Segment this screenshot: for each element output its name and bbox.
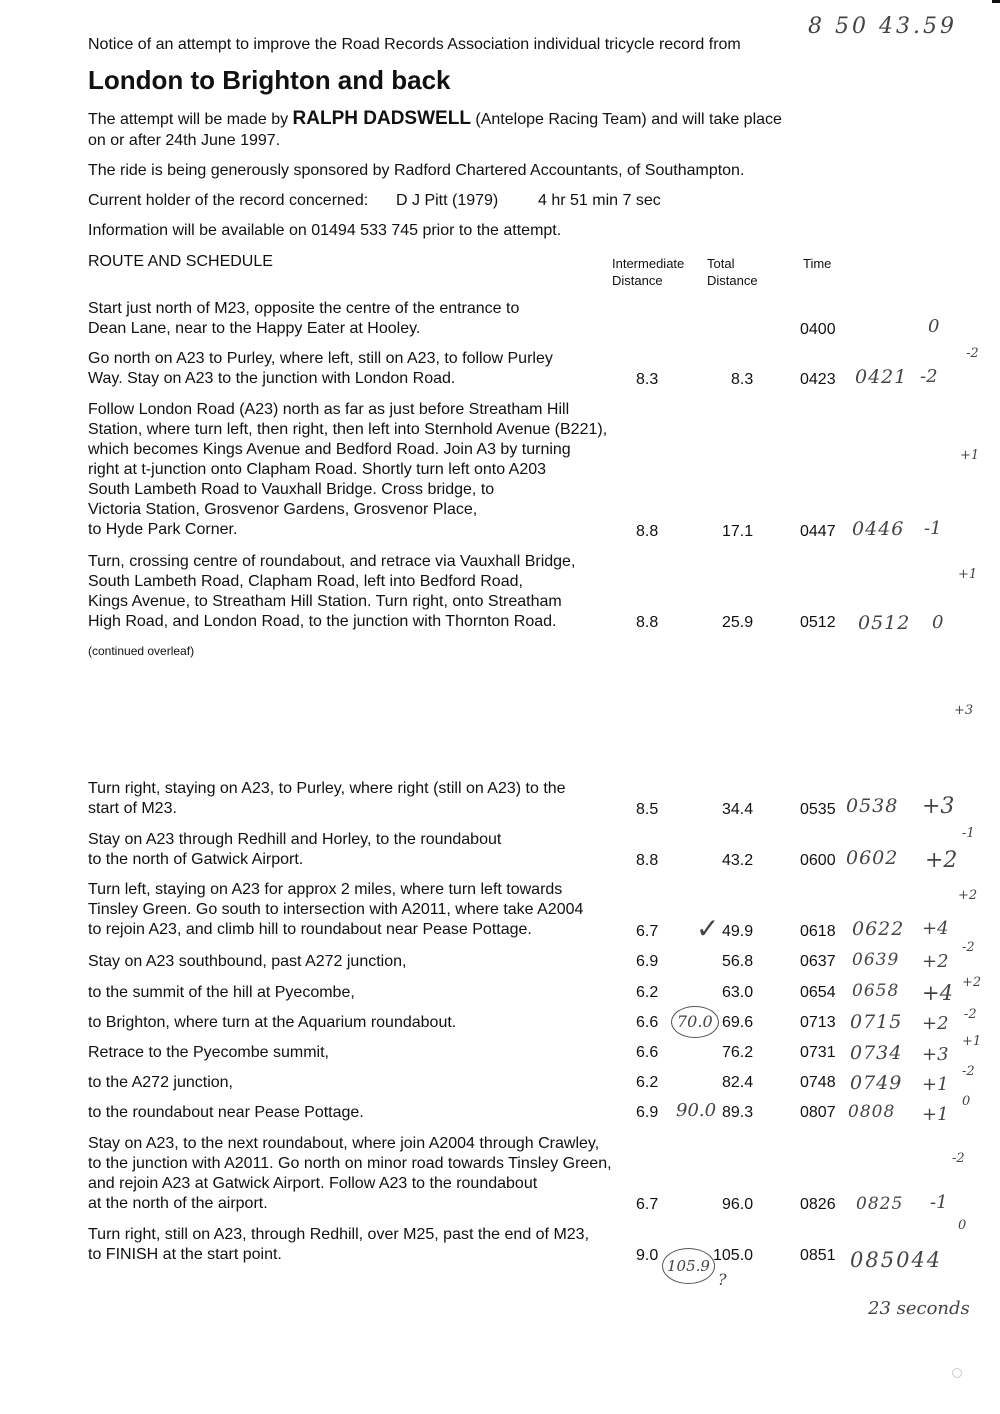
total-distance: 56.8 (722, 953, 754, 970)
handwritten-actual-time: 0421 (855, 366, 908, 388)
attempt-line (88, 109, 782, 130)
margin-annotation: -2 (962, 940, 975, 955)
handwritten-delta: +4 (922, 981, 953, 1005)
info-line: Information will be available on 01494 533 745 prior to the attempt. (88, 222, 562, 239)
margin-annotation: 0 (962, 1094, 971, 1109)
handwritten-actual-time: 0734 (850, 1042, 903, 1064)
scheduled-time: 0423 (800, 371, 836, 388)
route-step-text: Stay on A23, to the next roundabout, where join A2004 through Crawley, to the junction with A2011. Go north on minor road towards Tinsley Green, and rejoin A23 at Gatwick Airport. Follow A23 to the roundabout at the north of the airport. (88, 1135, 612, 1212)
intermediate-distance: 6.9 (636, 1104, 659, 1121)
intermediate-distance: 8.3 (636, 371, 659, 388)
handwritten-delta: +1 (922, 1104, 949, 1125)
scheduled-time: 0600 (800, 852, 836, 869)
time-header: Time (803, 256, 832, 271)
handwritten-delta: +2 (922, 1013, 949, 1034)
handwritten-delta: +2 (925, 848, 958, 873)
total-distance: 76.2 (722, 1044, 754, 1061)
handwritten-time-top: 8 50 43.59 (808, 14, 957, 39)
margin-annotation: +1 (960, 448, 980, 463)
handwritten-delta: +3 (922, 1044, 949, 1065)
total-distance: 43.2 (722, 852, 754, 869)
scheduled-time: 0713 (800, 1014, 836, 1031)
holder-name: D J Pitt (1979) (396, 192, 499, 209)
margin-annotation: +1 (962, 1034, 982, 1049)
intermediate-distance: 6.2 (636, 1074, 659, 1091)
route-step-text: to the roundabout near Pease Pottage. (88, 1104, 364, 1121)
handwritten-seconds-note: 23 seconds (868, 1298, 970, 1319)
intermediate-distance: 8.8 (636, 614, 659, 631)
total-distance-header: Total Distance (707, 256, 758, 288)
route-step-text: to Brighton, where turn at the Aquarium roundabout. (88, 1014, 457, 1031)
total-distance: 17.1 (722, 523, 754, 540)
handwritten-actual-time: 0639 (852, 950, 900, 970)
intermediate-distance-header: Intermediate Distance (612, 256, 685, 288)
total-distance: 25.9 (722, 614, 754, 631)
total-distance: 105.0 (713, 1247, 754, 1264)
scheduled-time: 0535 (800, 801, 836, 818)
sponsor-line: The ride is being generously sponsored by Radford Chartered Accountants, of Southampton. (88, 162, 745, 179)
attempt-suffix: (Antelope Racing Team) and will take place (475, 111, 782, 128)
route-step-text: Stay on A23 southbound, past A272 junction, (88, 953, 407, 970)
handwritten-delta: +4 (922, 918, 949, 939)
attempt-prefix: The attempt will be made by (88, 111, 289, 128)
scan-mark (952, 1368, 962, 1378)
total-distance: 89.3 (722, 1104, 754, 1121)
scan-mark (992, 0, 1000, 3)
scheduled-time: 0731 (800, 1044, 836, 1061)
handwritten-delta: 0 (928, 316, 940, 337)
handwritten-actual-time: 0512 (858, 612, 911, 634)
total-distance: 82.4 (722, 1074, 754, 1091)
total-distance: 49.9 (722, 923, 754, 940)
handwritten-actual-time: 0446 (852, 518, 905, 540)
handwritten-actual-time: 0538 (846, 795, 899, 817)
total-distance: 96.0 (722, 1196, 754, 1213)
intermediate-distance: 6.9 (636, 953, 659, 970)
scheduled-time: 0654 (800, 984, 836, 1001)
margin-annotation: -2 (966, 346, 979, 361)
handwritten-actual-time: 0825 (856, 1194, 904, 1214)
route-step-text: Start just north of M23, opposite the centre of the entrance to Dean Lane, near to the Happy Eater at Hooley. (88, 300, 520, 337)
handwritten-actual-time: 0715 (850, 1011, 903, 1033)
intermediate-distance: 6.6 (636, 1014, 659, 1031)
total-distance: 63.0 (722, 984, 754, 1001)
rider-name: RALPH DADSWELL (292, 108, 471, 129)
margin-annotation: +3 (954, 703, 974, 718)
route-step-text: to the A272 junction, (88, 1074, 233, 1091)
holder-label: Current holder of the record concerned: (88, 192, 369, 209)
route-step-text: to the summit of the hill at Pyecombe, (88, 984, 355, 1001)
intermediate-distance: 6.7 (636, 923, 659, 940)
notice-line: Notice of an attempt to improve the Road Records Association individual tricycle record from (88, 36, 741, 53)
handwritten-finish-time: 085044 (850, 1248, 943, 1272)
margin-annotation: +2 (962, 975, 982, 990)
scheduled-time: 0826 (800, 1196, 836, 1213)
scheduled-time: 0447 (800, 523, 836, 540)
route-step-text: Turn, crossing centre of roundabout, and retrace via Vauxhall Bridge, South Lambeth Road, Clapham Road, left into Bedford Road, Kings Avenue, to Streatham Hill Station. Turn right, onto Streatham High Road, and London Road, to the junction with Thornton Road. (88, 553, 576, 630)
scheduled-time: 0851 (800, 1247, 836, 1264)
scheduled-time: 0637 (800, 953, 836, 970)
margin-annotation: -1 (962, 826, 975, 841)
route-step-text: Turn right, still on A23, through Redhill, over M25, past the end of M23, to FINISH at the start point. (88, 1226, 590, 1263)
holder-time: 4 hr 51 min 7 sec (538, 192, 661, 209)
handwritten-actual-time: 0658 (852, 981, 900, 1001)
margin-annotation: +2 (958, 888, 978, 903)
route-step-text: Retrace to the Pyecombe summit, (88, 1044, 329, 1061)
margin-annotation: 0 (958, 1218, 967, 1233)
scheduled-time: 0512 (800, 614, 836, 631)
scheduled-time: 0618 (800, 923, 836, 940)
handwritten-delta: +2 (922, 951, 949, 972)
intermediate-distance: 6.2 (636, 984, 659, 1001)
intermediate-distance: 8.5 (636, 801, 659, 818)
route-step-text: Turn left, staying on A23 for approx 2 miles, where turn left towards Tinsley Green. Go south to intersection with A2011, where take A2004 to rejoin A23, and climb hill to roundabout near Pease Pottage. (88, 881, 584, 938)
scheduled-time: 0748 (800, 1074, 836, 1091)
intermediate-distance: 9.0 (636, 1247, 659, 1264)
handwritten-actual-time: 0808 (848, 1102, 896, 1122)
total-distance: 69.6 (722, 1014, 754, 1031)
handwritten-delta: +3 (922, 794, 955, 819)
route-step-text: Follow London Road (A23) north as far as just before Streatham Hill Station, where turn left, then right, then left into Sternhold Avenue (B221), which becomes Kings Avenue and Bedford Road. Join A3 by turning right at t-junction onto Clapham Road. Shortly turn left onto A203 South Lambeth Road to Vauxhall Bridge. Cross bridge, to Victoria Station, Grosvenor Gardens, Grosvenor Place, to Hyde Park Corner. (88, 401, 608, 538)
intermediate-distance: 8.8 (636, 852, 659, 869)
margin-annotation: -2 (952, 1151, 965, 1166)
handwritten-delta: -1 (924, 518, 942, 539)
scheduled-time: 0400 (800, 321, 836, 338)
intermediate-distance: 6.7 (636, 1196, 659, 1213)
scheduled-time: 0807 (800, 1104, 836, 1121)
handwritten-actual-time: 0622 (852, 918, 905, 940)
margin-annotation: +1 (958, 567, 978, 582)
handwritten-actual-time: 0749 (850, 1072, 903, 1094)
handwritten-delta: -1 (930, 1192, 948, 1213)
handwritten-distance-annotation: 90.0 (676, 1100, 717, 1121)
route-step-text: Turn right, staying on A23, to Purley, where right (still on A23) to the start of M23. (88, 780, 566, 817)
handwritten-delta: -2 (920, 366, 938, 387)
circled-distance-annotation: 70.0 (671, 1006, 719, 1038)
total-distance: 8.3 (731, 371, 754, 388)
attempt-date-line: on or after 24th June 1997. (88, 132, 281, 149)
handwritten-actual-time: 0602 (846, 847, 899, 869)
intermediate-distance: 6.6 (636, 1044, 659, 1061)
route-step-text: Stay on A23 through Redhill and Horley, to the roundabout to the north of Gatwick Airport. (88, 831, 502, 868)
circled-distance-annotation: 105.9 (662, 1248, 715, 1284)
margin-annotation: -2 (964, 1007, 977, 1022)
margin-annotation: -2 (962, 1064, 975, 1079)
question-mark-annotation: ? (718, 1270, 727, 1289)
intermediate-distance: 8.8 (636, 523, 659, 540)
tick-mark: ✓ (696, 912, 720, 945)
route-heading: ROUTE AND SCHEDULE (88, 253, 273, 270)
handwritten-delta: 0 (932, 612, 944, 633)
total-distance: 34.4 (722, 801, 754, 818)
continued-note: (continued overleaf) (88, 644, 195, 658)
route-step-text: Go north on A23 to Purley, where left, still on A23, to follow Purley Way. Stay on A23 to the junction with London Road. (88, 350, 553, 387)
page-title: London to Brighton and back (88, 65, 451, 95)
handwritten-delta: +1 (922, 1074, 949, 1095)
